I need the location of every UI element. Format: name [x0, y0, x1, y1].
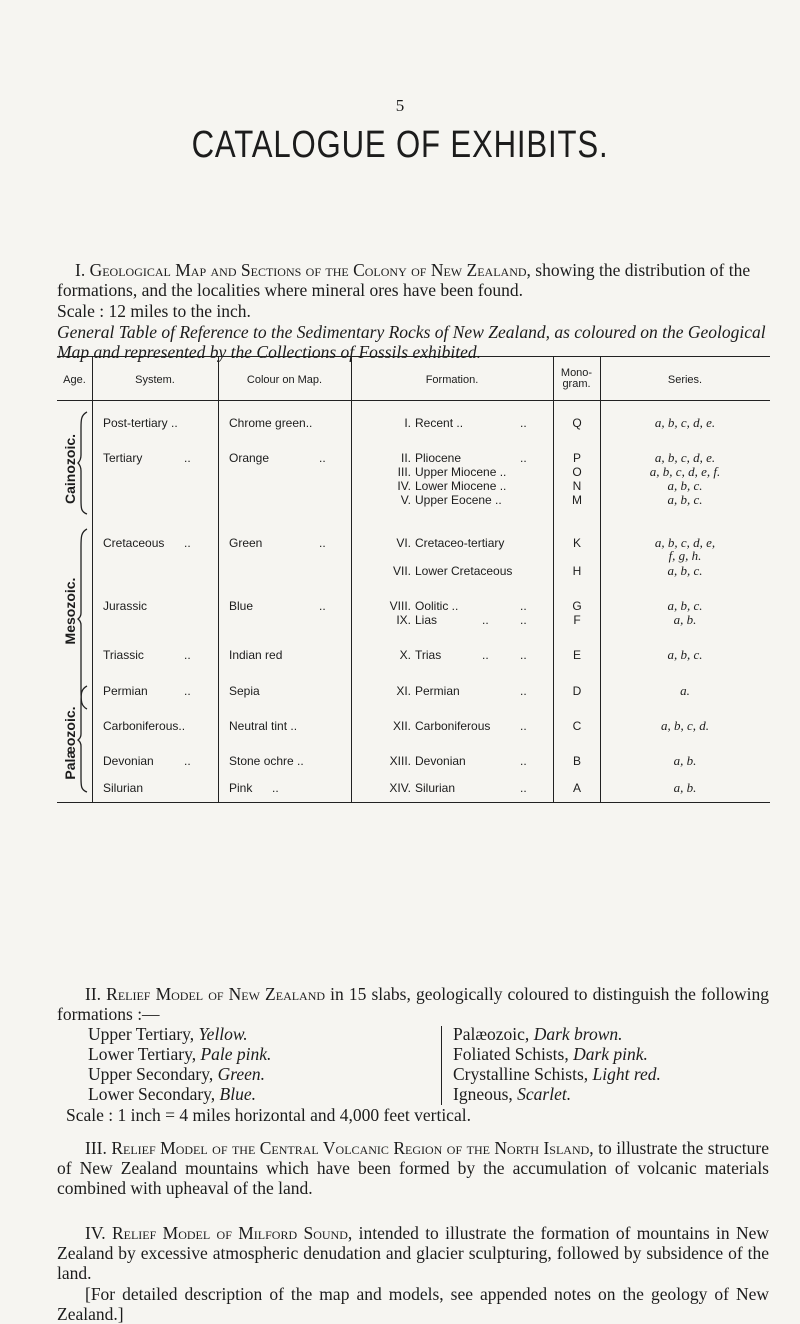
- row-8-series: a, b, c.: [667, 598, 703, 613]
- row-9-series: a, b.: [673, 612, 697, 627]
- colour-list-divider: [441, 1026, 442, 1105]
- header-series: Series.: [667, 374, 703, 386]
- notes-reference: [For detailed description of the map and models, see appended notes on the geology of New Zealand.]: [57, 1284, 769, 1324]
- row-10-colour: Indian red: [229, 648, 283, 662]
- header-monogram-line1: Mono-: [560, 367, 593, 379]
- row-6-system: Cretaceous: [103, 536, 165, 550]
- exhibit-1-numeral: I.: [75, 260, 86, 280]
- row-8-monogram: G: [572, 599, 582, 613]
- exhibit-2-scale: Scale : 1 inch = 4 miles horizontal and 4,000 feet vertical.: [66, 1105, 471, 1125]
- row-3-series: a, b, c, d, e, f.: [649, 464, 721, 479]
- row-11-monogram: D: [572, 684, 582, 698]
- exhibit-4-numeral: IV.: [85, 1223, 106, 1243]
- row-12-monogram: C: [572, 719, 582, 733]
- header-age: Age.: [63, 374, 86, 386]
- row-6-system-dots: ..: [184, 536, 191, 550]
- row-6-numeral: VI.: [396, 536, 411, 550]
- colour-item: Crystalline Schists, Light red.: [453, 1064, 661, 1084]
- exhibit-1-paragraph: [57, 260, 769, 300]
- exhibit-2-heading: Relief Model of New Zealand: [106, 984, 326, 1004]
- exhibit-4-heading: Relief Model of Milford Sound,: [111, 1223, 353, 1243]
- exhibit-1-scale: Scale : 12 miles to the inch.: [57, 301, 251, 321]
- exhibit-2-numeral: II.: [85, 984, 102, 1004]
- row-13-leader-dots: ..: [520, 754, 527, 768]
- exhibit-1-body: showing the distribution of the formations, and the localities where mineral ores have been found.: [57, 260, 751, 300]
- era-brace-cainozoic: [78, 410, 88, 516]
- row-11-system-dots: ..: [184, 684, 191, 698]
- header-formation: Formation.: [425, 374, 479, 386]
- row-6-series: a, b, c, d, e,: [654, 535, 716, 550]
- header-colour: Colour on Map.: [246, 374, 323, 386]
- colour-item: Foliated Schists, Dark pink.: [453, 1044, 648, 1064]
- row-3-monogram: O: [572, 465, 582, 479]
- row-7-monogram: H: [572, 564, 582, 578]
- row-2-colour-dots: ..: [319, 451, 326, 465]
- row-6-colour: Green: [229, 536, 263, 550]
- row-12-colour: Neutral tint ..: [229, 719, 298, 733]
- colour-item: Igneous, Scarlet.: [453, 1084, 572, 1104]
- row-8-leader-dots: ..: [520, 599, 527, 613]
- row-11-numeral: XI.: [396, 684, 411, 698]
- era-cainozoic: Cainozoic.: [62, 433, 78, 504]
- row-14-colour: Pink: [229, 781, 253, 795]
- row-10-numeral: X.: [399, 648, 411, 662]
- row-6-colour-dots: ..: [319, 536, 326, 550]
- row-12-system: Carboniferous..: [103, 719, 186, 733]
- row-2-system: Tertiary: [103, 451, 143, 465]
- row-10-series: a, b, c.: [667, 647, 703, 662]
- row-13-series: a, b.: [673, 753, 697, 768]
- reference-table: [57, 356, 770, 803]
- row-9-formation: Lias: [415, 613, 438, 627]
- row-4-series: a, b, c.: [667, 478, 703, 493]
- colour-item: Palæozoic, Dark brown.: [453, 1024, 623, 1044]
- colour-list-left: [88, 1024, 271, 1104]
- row-12-series: a, b, c, d.: [660, 718, 710, 733]
- row-1-formation: Recent ..: [415, 416, 464, 430]
- colour-list-right: [453, 1024, 661, 1104]
- exhibit-3-paragraph: [57, 1138, 769, 1198]
- era-brace-palaeozoic: [78, 684, 88, 794]
- row-11-system: Permian: [103, 684, 148, 698]
- row-2-leader-dots: ..: [520, 451, 527, 465]
- row-14-numeral: XIV.: [389, 781, 411, 795]
- row-2-formation: Pliocene: [415, 451, 462, 465]
- row-13-colour: Stone ochre ..: [229, 754, 304, 768]
- row-10-formation: Trias: [415, 648, 442, 662]
- row-2-numeral: II.: [400, 451, 411, 465]
- exhibit-1-heading: Geological Map and Sections of the Colony of New Zealand,: [89, 260, 531, 280]
- row-1-system: Post-tertiary ..: [103, 416, 178, 430]
- row-9-monogram: F: [573, 613, 581, 627]
- header-system: System.: [135, 374, 175, 386]
- row-2-system-dots: ..: [184, 451, 191, 465]
- row-14-system: Silurian: [103, 781, 144, 795]
- row-12-formation: Carboniferous: [415, 719, 491, 733]
- colour-item: Upper Secondary, Green.: [88, 1064, 266, 1084]
- page-number: 5: [395, 96, 405, 115]
- row-4-monogram: N: [572, 479, 582, 493]
- row-13-monogram: B: [572, 754, 581, 768]
- row-5-formation: Upper Eocene ..: [415, 493, 502, 507]
- row-7-formation: Lower Cretaceous: [415, 564, 513, 578]
- row-5-series: a, b, c.: [667, 492, 703, 507]
- exhibit-3-heading: Relief Model of the Central Volcanic Region of the North Island,: [111, 1138, 594, 1158]
- row-9-numeral: IX.: [396, 613, 411, 627]
- row-10-system-dots: ..: [184, 648, 191, 662]
- row-14-formation: Silurian: [415, 781, 456, 795]
- row-4-formation: Lower Miocene ..: [415, 479, 507, 493]
- exhibit-3-numeral: III.: [85, 1138, 107, 1158]
- row-10-system: Triassic: [103, 648, 144, 662]
- row-13-formation: Devonian: [415, 754, 466, 768]
- row-5-monogram: M: [572, 493, 582, 507]
- era-palaeozoic: Palæozoic.: [62, 706, 78, 780]
- row-11-leader-dots: ..: [520, 684, 527, 698]
- row-8-colour: Blue: [229, 599, 254, 613]
- row-1-series: a, b, c, d, e.: [654, 415, 716, 430]
- exhibit-2-paragraph: [57, 984, 769, 1024]
- era-mesozoic: Mesozoic.: [62, 577, 78, 645]
- row-9-leader-dots-2: ..: [520, 613, 527, 627]
- row-14-series: a, b.: [673, 780, 697, 795]
- row-9-leader-dots-1: ..: [482, 613, 489, 627]
- row-10-leader-dots-2: ..: [520, 648, 527, 662]
- row-7-numeral: VII.: [392, 564, 411, 578]
- row-12-numeral: XII.: [392, 719, 411, 733]
- colour-item: Upper Tertiary, Yellow.: [88, 1024, 248, 1044]
- exhibit-3-body: to illustrate the structure of New Zealand mountains which have been formed by the accumulation of volcanic materials combined with upheaval of the land.: [57, 1138, 769, 1198]
- row-8-system: Jurassic: [103, 599, 148, 613]
- header-monogram-line2: gram.: [562, 378, 591, 390]
- row-6-monogram: K: [572, 536, 581, 550]
- row-1-numeral: I.: [404, 416, 411, 430]
- row-2-series: a, b, c, d, e.: [654, 450, 716, 465]
- row-14-leader-dots: ..: [520, 781, 527, 795]
- colour-item: Lower Secondary, Blue.: [88, 1084, 256, 1104]
- row-5-numeral: V.: [400, 493, 411, 507]
- row-11-colour: Sepia: [229, 684, 260, 698]
- exhibit-2-body: in 15 slabs, geologically coloured to distinguish the following formations :—: [57, 984, 770, 1024]
- row-13-numeral: XIII.: [389, 754, 411, 768]
- row-7-series: a, b, c.: [667, 563, 703, 578]
- row-1-leader-dots: ..: [520, 416, 527, 430]
- row-13-system-dots: ..: [184, 754, 191, 768]
- row-10-leader-dots-1: ..: [482, 648, 489, 662]
- row-8-formation: Oolitic ..: [415, 599, 459, 613]
- row-2-colour: Orange: [229, 451, 270, 465]
- exhibit-4-paragraph: [57, 1223, 769, 1283]
- row-11-formation: Permian: [415, 684, 460, 698]
- colour-item: Lower Tertiary, Pale pink.: [88, 1044, 272, 1064]
- row-1-colour: Chrome green..: [229, 416, 313, 430]
- row-11-series: a.: [680, 683, 690, 698]
- row-8-colour-dots: ..: [319, 599, 326, 613]
- page-title: CATALOGUE OF EXHIBITS.: [191, 124, 609, 166]
- row-10-monogram: E: [572, 648, 581, 662]
- row-2-monogram: P: [572, 451, 581, 465]
- row-6-formation: Cretaceo-tertiary: [415, 536, 505, 550]
- table-caption: General Table of Reference to the Sedimentary Rocks of New Zealand, as coloured on the Geological Map and represented by the Collections of Fossils exhibited.: [57, 322, 766, 362]
- row-6-series-cont: f, g, h.: [668, 548, 702, 563]
- row-12-leader-dots: ..: [520, 719, 527, 733]
- row-3-formation: Upper Miocene ..: [415, 465, 507, 479]
- row-8-numeral: VIII.: [389, 599, 411, 613]
- exhibit-4-body: intended to illustrate the formation of mountains in New Zealand by excessive atmospheric denudation and glacier sculpturing, followed by subsidence of the land.: [57, 1223, 770, 1283]
- row-14-monogram: A: [572, 781, 581, 795]
- row-1-monogram: Q: [572, 416, 582, 430]
- row-3-numeral: III.: [397, 465, 411, 479]
- row-14-colour-dots: ..: [272, 781, 279, 795]
- row-4-numeral: IV.: [397, 479, 411, 493]
- row-13-system: Devonian: [103, 754, 154, 768]
